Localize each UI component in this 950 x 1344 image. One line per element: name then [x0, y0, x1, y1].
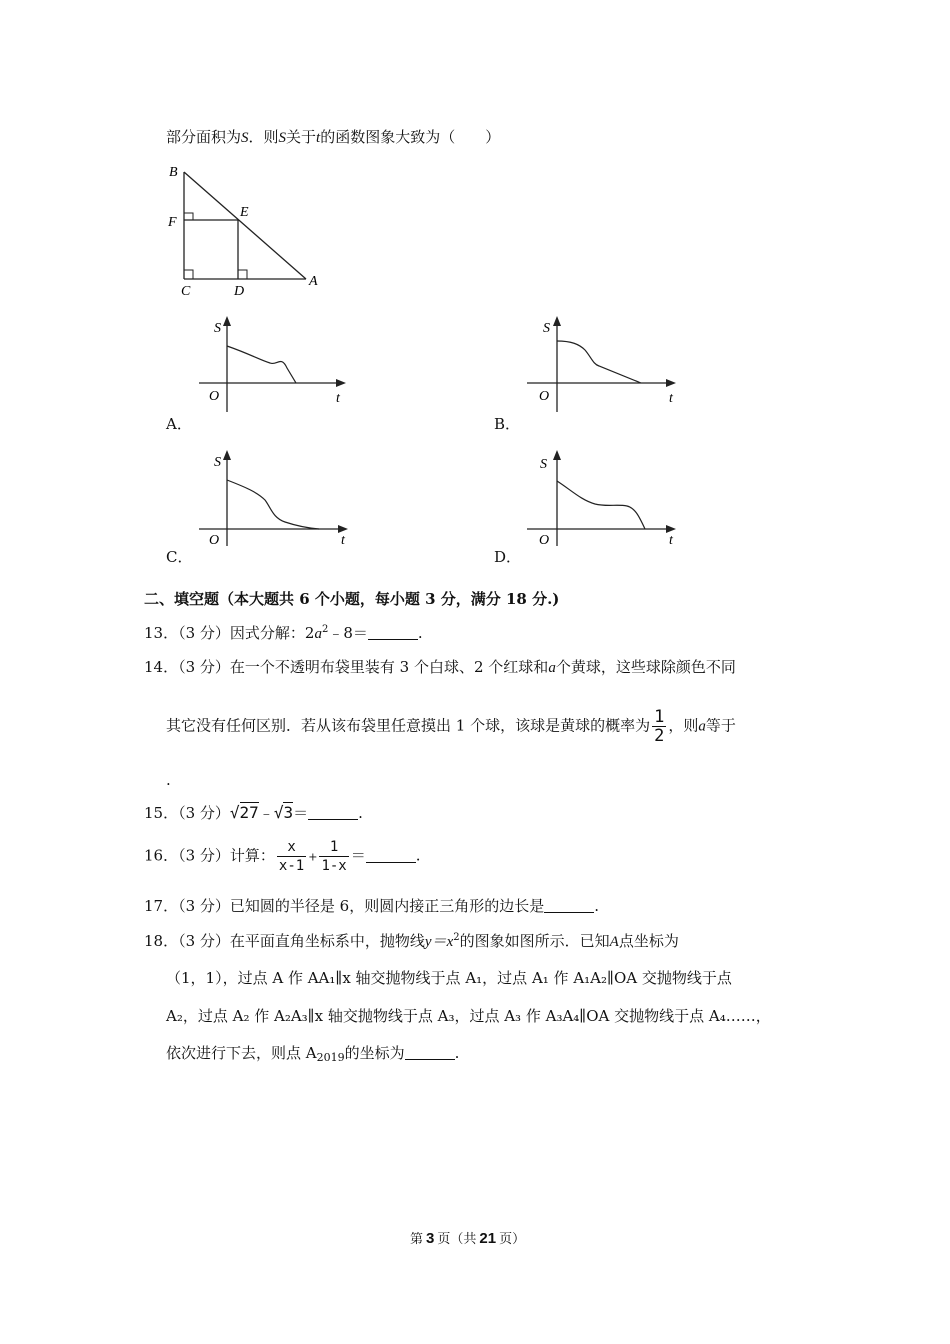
question-14-line3: .: [166, 771, 171, 789]
question-score: （3 分）: [178, 897, 230, 915]
var-s: S: [278, 130, 287, 146]
page-number: 3: [426, 1230, 435, 1247]
question-14-line2: [166, 708, 736, 745]
fraction-numerator: 1: [654, 707, 665, 727]
answer-blank[interactable]: [405, 1045, 455, 1060]
plus-sign: +: [308, 850, 318, 864]
intro-text: 部分面积为: [166, 128, 242, 146]
fraction-1: [277, 838, 306, 875]
question-text: 在平面直角坐标系中，抛物线: [229, 932, 425, 950]
axis-x-label: t: [669, 391, 673, 406]
question-text: 等于: [705, 716, 736, 735]
minus-sign: ﹣: [258, 804, 274, 822]
label-d: D: [234, 284, 245, 299]
question-17: [144, 896, 599, 916]
question-score: （3 分）: [178, 658, 230, 676]
period: .: [358, 804, 363, 822]
option-a-label[interactable]: A．: [166, 415, 192, 433]
question-score: （3 分）: [178, 624, 230, 642]
axis-x-label: t: [336, 391, 340, 406]
question-number: 18．: [144, 932, 179, 950]
period: .: [415, 846, 421, 865]
axis-y-label: S: [543, 321, 550, 336]
label-b: B: [169, 165, 178, 180]
axis-y-label: S: [540, 457, 547, 472]
var-a: a: [314, 626, 322, 642]
equation: y＝x: [424, 934, 454, 950]
radicand: 3: [283, 803, 294, 822]
radical-3: [274, 802, 293, 822]
axis-x-label: t: [341, 533, 345, 548]
sqrt-icon: √: [273, 803, 284, 822]
graph-option-b: [523, 312, 688, 417]
fraction-one-half: [652, 708, 666, 745]
triangle-figure: [160, 158, 330, 300]
axis-y-label: S: [214, 455, 221, 470]
page-total: 21: [479, 1230, 497, 1247]
origin-label: O: [209, 533, 220, 548]
graph-option-c: [195, 446, 360, 551]
intro-text: 的函数图象大致为（ ）: [320, 128, 501, 146]
equals-sign: ＝: [350, 846, 366, 865]
graph-option-a: [195, 312, 360, 417]
question-text: 点坐标为: [618, 932, 679, 950]
question-number: 14．: [144, 658, 179, 676]
question-text: 的坐标为: [344, 1044, 405, 1062]
exponent: 2: [453, 932, 460, 943]
question-score: （3 分）: [178, 804, 230, 822]
label-c: C: [181, 284, 191, 299]
period: .: [454, 1044, 460, 1062]
option-c-label[interactable]: C．: [166, 548, 193, 566]
equals-sign: ＝: [293, 804, 309, 822]
question-text: 已知圆的半径是 6，则圆内接正三角形的边长是: [229, 897, 545, 915]
intro-text: 关于: [286, 128, 317, 146]
question-text: 计算：: [229, 846, 275, 865]
option-b-label[interactable]: B．: [494, 415, 521, 433]
fraction-denominator: 2: [654, 726, 665, 746]
intro-text: ．则: [248, 128, 279, 146]
graph-option-d: [523, 446, 688, 551]
footer-text: 第: [410, 1232, 424, 1247]
footer-text: 页（共: [437, 1232, 477, 1247]
var-a: a: [548, 660, 556, 676]
period: .: [594, 897, 600, 915]
question-13: [144, 623, 423, 644]
axis-x-label: t: [669, 533, 673, 548]
question-number: 16．: [144, 846, 179, 865]
question-number: 17．: [144, 897, 179, 915]
question-18-line2: （1，1），过点 A 作 AA₁∥x 轴交抛物线于点 A₁，过点 A₁ 作 A₁A₂∥OA 交抛物线于点: [166, 969, 732, 987]
answer-blank[interactable]: [368, 625, 418, 640]
fraction-numerator: x: [277, 838, 306, 857]
radicand: 27: [239, 803, 259, 822]
label-e: E: [240, 205, 249, 220]
var-t: t: [316, 130, 321, 146]
page-footer: [410, 1229, 525, 1250]
question-text: 在一个不透明布袋里装有 3 个白球、2 个红球和: [229, 658, 549, 676]
question-text: 依次进行下去，则点 A: [166, 1044, 317, 1062]
subscript: 2019: [316, 1051, 345, 1064]
question-18-line1: [144, 931, 679, 952]
question-15: [144, 803, 363, 823]
question-text: 因式分解：2: [229, 624, 315, 642]
question-score: （3 分）: [178, 846, 230, 865]
question-text: 的图象如图所示．已知: [459, 932, 610, 950]
period: .: [417, 624, 423, 642]
exponent: 2: [321, 624, 329, 635]
radical-27: [230, 802, 259, 822]
question-text: ﹣8＝: [328, 624, 368, 642]
question-18-line3: A₂，过点 A₂ 作 A₂A₃∥x 轴交抛物线于点 A₃，过点 A₃ 作 A₃A₄∥OA 交抛物线于点 A₄……，: [166, 1007, 771, 1025]
footer-text: 页）: [499, 1232, 526, 1247]
axis-y-label: S: [214, 321, 221, 336]
origin-label: O: [539, 533, 550, 548]
fraction-numerator: 1: [319, 838, 348, 857]
answer-blank[interactable]: [308, 805, 358, 820]
question-text: 其它没有任何区别．若从该布袋里任意摸出 1 个球，该球是黄球的概率为: [166, 716, 651, 735]
option-d-label[interactable]: D．: [494, 548, 522, 566]
question-16: [144, 838, 421, 875]
question-text: ，则: [668, 716, 699, 735]
question-intro: [166, 127, 500, 148]
var-s: S: [241, 130, 249, 146]
fraction-denominator: 1-x: [321, 858, 347, 874]
sqrt-icon: √: [229, 803, 240, 822]
var-a: a: [698, 718, 706, 735]
fraction-denominator: x-1: [278, 858, 305, 874]
section-heading: 二、填空题（本大题共 6 个小题，每小题 3 分，满分 18 分.): [144, 590, 560, 608]
label-f: F: [168, 215, 177, 230]
origin-label: O: [209, 389, 220, 404]
question-score: （3 分）: [178, 932, 230, 950]
question-text: 个黄球，这些球除颜色不同: [555, 658, 736, 676]
fraction-2: [319, 838, 348, 875]
var-a-point: A: [609, 934, 619, 950]
question-18-line4: [166, 1043, 459, 1068]
label-a: A: [309, 274, 318, 289]
origin-label: O: [539, 389, 550, 404]
answer-blank[interactable]: [544, 898, 594, 913]
question-number: 13．: [144, 624, 179, 642]
answer-blank[interactable]: [366, 848, 416, 863]
question-14-line1: [144, 657, 736, 678]
question-number: 15．: [144, 804, 179, 822]
